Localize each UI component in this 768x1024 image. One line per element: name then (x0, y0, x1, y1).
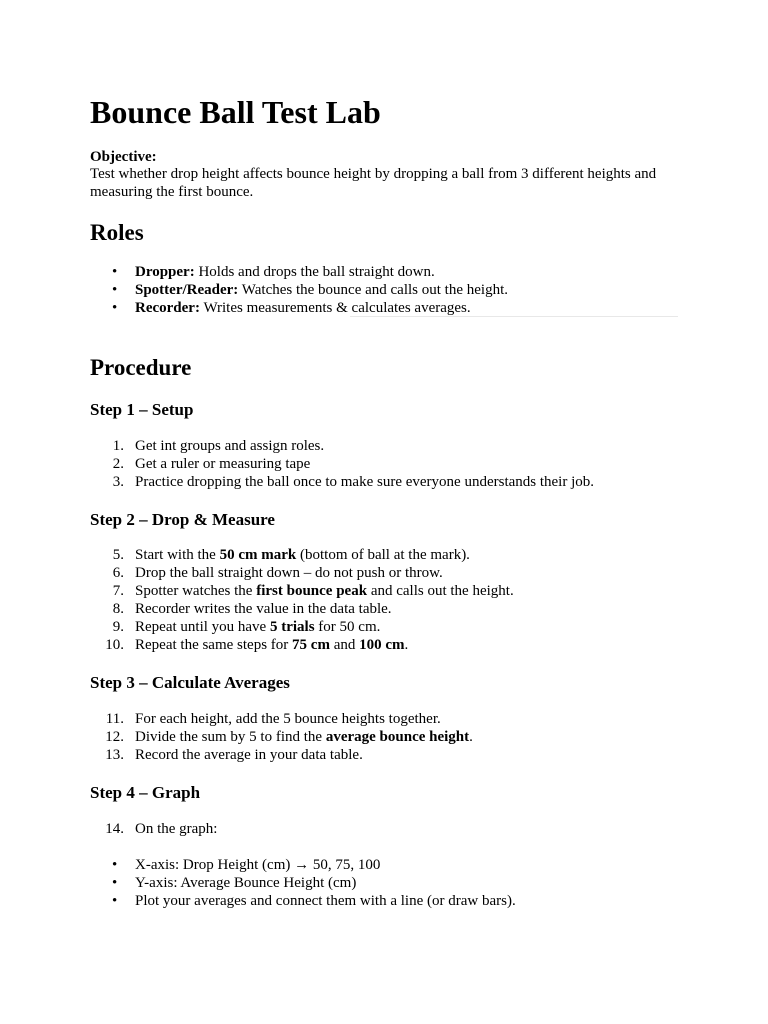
role-label: Recorder: (135, 300, 200, 316)
item-number: 6. (112, 565, 124, 581)
item-text: Recorder writes the value in the data table. (135, 601, 392, 617)
item-bold: 100 cm (359, 637, 405, 653)
step3-heading: Step 3 – Calculate Averages (90, 673, 290, 692)
procedure-heading: Procedure (90, 355, 192, 380)
item-number: 9. (112, 619, 124, 635)
item-text: Get int groups and assign roles. (135, 438, 325, 454)
item-text: for 50 cm. (314, 619, 381, 635)
item-text: . (469, 729, 473, 745)
list-item (90, 820, 217, 838)
list-item (90, 892, 516, 910)
page-title: Bounce Ball Test Lab (90, 94, 381, 130)
item-text: Get a ruler or measuring tape (135, 456, 311, 472)
list-item (90, 437, 594, 455)
item-text: (bottom of ball at the mark). (296, 547, 470, 563)
list-item (90, 728, 473, 746)
list-item (90, 600, 514, 618)
bullet-icon: • (112, 282, 118, 298)
item-text: Repeat until you have (135, 619, 270, 635)
item-number: 8. (112, 601, 124, 617)
item-bold: 75 cm (292, 637, 330, 653)
item-number: 1. (112, 438, 124, 454)
list-item (90, 564, 514, 582)
item-bold: average bounce height (325, 729, 470, 745)
item-text: Start with the (135, 547, 220, 563)
item-number: 5. (112, 547, 124, 563)
list-item (90, 710, 473, 728)
item-text: Record the average in your data table. (135, 747, 363, 763)
item-number: 11. (105, 711, 124, 727)
list-item (90, 856, 516, 874)
list-item (90, 299, 508, 317)
item-number: 10. (105, 637, 124, 653)
bullet-icon: • (112, 857, 118, 873)
step4-bullets (90, 856, 516, 910)
item-text: Spotter watches the (135, 583, 257, 599)
bullet-icon: • (112, 300, 118, 316)
item-text: Plot your averages and connect them with a line (or draw bars). (135, 893, 516, 909)
item-number: 2. (112, 456, 124, 472)
roles-heading: Roles (90, 220, 144, 245)
item-number: 3. (112, 474, 124, 490)
list-item (90, 263, 508, 281)
item-number: 14. (105, 821, 124, 837)
step4-heading: Step 4 – Graph (90, 783, 201, 802)
bullet-icon: • (112, 264, 118, 280)
item-text: For each height, add the 5 bounce heights together. (135, 711, 441, 727)
item-text: X-axis: Drop Height (cm) → 50, 75, 100 (135, 857, 381, 873)
item-bold: 50 cm mark (219, 547, 297, 563)
item-text: and (329, 637, 360, 653)
item-text: Drop the ball straight down – do not push or throw. (135, 565, 443, 581)
list-item (90, 473, 594, 491)
list-item (90, 618, 514, 636)
item-text: Y-axis: Average Bounce Height (cm) (135, 875, 357, 891)
step1-heading: Step 1 – Setup (90, 400, 194, 419)
item-text: Repeat the same steps for (135, 637, 293, 653)
list-item (90, 546, 514, 564)
list-item (90, 281, 508, 299)
role-label: Dropper: (135, 264, 195, 280)
roles-list (90, 263, 508, 317)
item-text: Practice dropping the ball once to make sure everyone understands their job. (135, 474, 595, 490)
step1-list (90, 437, 594, 491)
step4-list (90, 820, 217, 838)
item-bold: first bounce peak (256, 583, 368, 599)
objective-text: Test whether drop height affects bounce height by dropping a ball from 3 different heights and measuring the first bounce. (90, 166, 657, 200)
list-item (90, 636, 514, 654)
divider (350, 316, 678, 317)
item-text: . (404, 637, 409, 653)
role-text: Watches the bounce and calls out the height. (238, 282, 508, 298)
step2-heading: Step 2 – Drop & Measure (90, 510, 275, 529)
step3-list (90, 710, 473, 764)
list-item (90, 455, 594, 473)
objective-label: Objective: (90, 149, 157, 165)
role-label: Spotter/Reader: (135, 282, 239, 298)
item-text: and calls out the height. (367, 583, 514, 599)
bullet-icon: • (112, 893, 118, 909)
item-number: 13. (105, 747, 124, 763)
role-text: Writes measurements & calculates averages. (199, 300, 471, 316)
item-number: 7. (112, 583, 124, 599)
item-text: Divide the sum by 5 to find the (135, 729, 326, 745)
list-item (90, 874, 516, 892)
list-item (90, 582, 514, 600)
bullet-icon: • (112, 875, 118, 891)
list-item (90, 746, 473, 764)
item-text: On the graph: (135, 821, 218, 837)
item-bold: 5 trials (269, 619, 315, 635)
role-text: Holds and drops the ball straight down. (194, 264, 435, 280)
item-number: 12. (105, 729, 124, 745)
step2-list (90, 546, 514, 654)
